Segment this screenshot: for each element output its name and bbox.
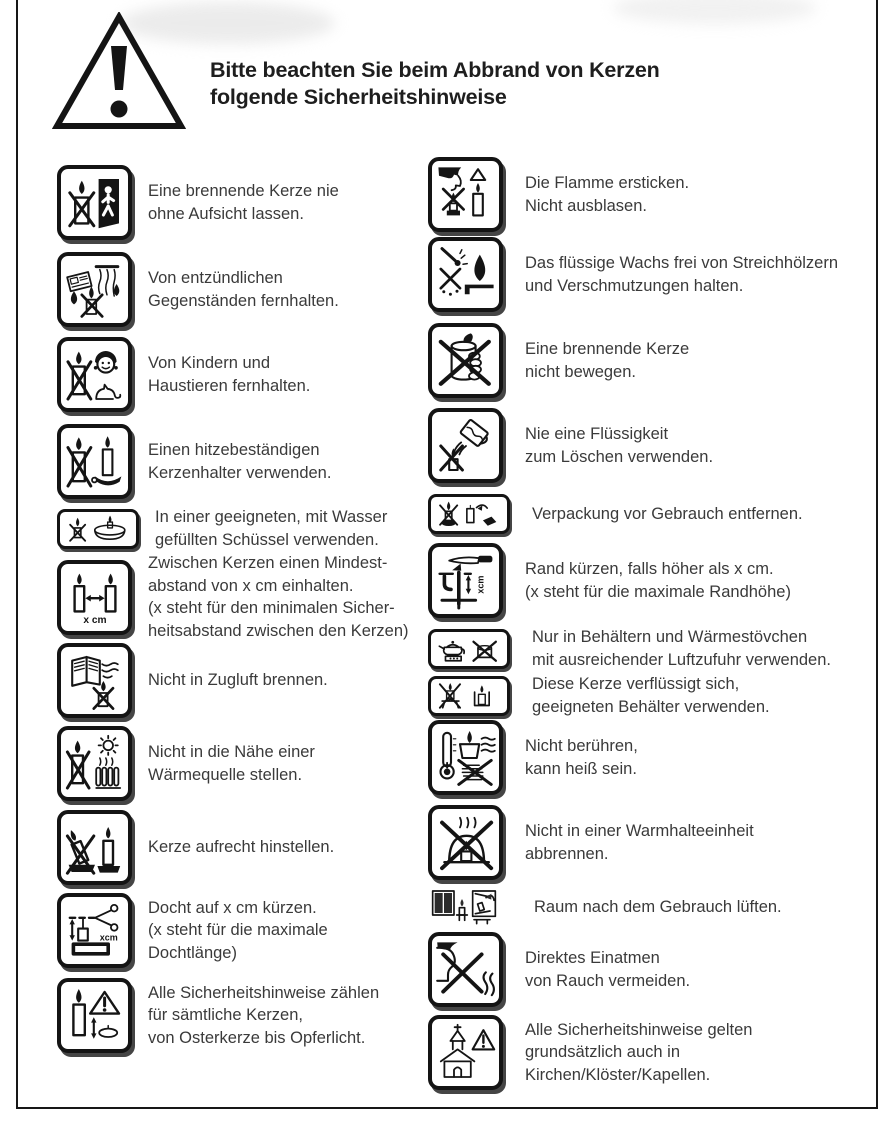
safety-item-warmer [428,805,754,880]
trim-wick-icon [57,893,132,968]
safety-item-text: Direktes Einatmen von Rauch vermeiden. [525,949,691,990]
no-food-warmer-icon [428,805,503,880]
icon-label: xcm [474,575,485,594]
no-liquid-icon [428,408,503,483]
safety-item-liquefies [428,673,770,718]
safety-item-upright [57,810,334,885]
safety-item-text: Alle Sicherheitshinweise gelten grundsätzlich auch in Kirchen/Klöster/Kapellen. [525,1020,753,1084]
snuff-flame-icon [428,157,503,232]
safety-item-text: Verpackung vor Gebrauch entfernen. [532,504,803,523]
safety-item-airflow [428,626,831,671]
safety-item-text: Nicht berühren, kann heiß sein. [525,737,638,778]
safety-item-smoke [428,932,690,1007]
warning-triangle-icon [52,12,186,132]
no-heat-source-icon [57,726,132,801]
safety-item-snuff [428,157,689,232]
safety-item-water-bowl [57,506,387,551]
liquefying-candle-icon [428,676,510,716]
safety-item-children-pets [57,337,310,412]
heatproof-holder-icon [57,424,132,499]
safety-item-packaging [428,494,803,534]
safety-item-text: Kerze aufrecht hinstellen. [148,838,335,857]
safety-item-wick [57,893,328,968]
safety-item-clean-wax [428,237,838,312]
safety-item-text: Nie eine Flüssigkeit zum Löschen verwenden. [525,425,714,466]
safety-item-text: Docht auf x cm kürzen. (x steht für die maximale Dochtlänge) [148,898,328,962]
safety-item-holder [57,424,331,499]
upright-icon [57,810,132,885]
hot-do-not-touch-icon [428,720,503,795]
safety-item-text: In einer geeigneten, mit Wasser gefüllten Schüssel verwenden. [155,508,388,549]
flammable-objects-icon [57,252,132,327]
safety-item-all-candles [57,978,379,1053]
safety-item-text: Nur in Behältern und Wärmestövchen mit ausreichender Luftzufuhr verwenden. [532,628,831,669]
safety-item-text: Von Kindern und Haustieren fernhalten. [148,354,311,395]
safety-item-rim [428,543,791,618]
trim-rim-icon [428,543,503,618]
safety-item-not-move [428,323,689,398]
safety-item-text: Zwischen Kerzen einen Mindest- abstand von x cm einhalten. (x steht für den minimalen Sicher- heitsabstand zwischen den Kerzen) [148,554,409,640]
no-smoke-inhale-icon [428,932,503,1007]
safety-item-draft [57,643,328,718]
container-airflow-icon [428,629,510,669]
safety-item-text: Das flüssige Wachs frei von Streichhölzern und Verschmutzungen halten. [525,254,839,295]
safety-item-text: Nicht in einer Warmhalteeinheit abbrennen. [525,822,754,863]
safety-item-church [428,1015,752,1090]
safety-item-flammable [57,252,339,327]
safety-item-no-liquid [428,408,713,483]
safety-item-heat-source [57,726,315,801]
safety-item-text: Eine brennende Kerze nie ohne Aufsicht lassen. [148,182,339,223]
safety-item-text: Nicht in Zugluft brennen. [148,671,328,690]
icon-label: x cm [82,614,107,626]
safety-item-text: Einen hitzebeständigen Kerzenhalter verwenden. [148,441,332,482]
church-icon [428,1015,503,1090]
safety-item-unattended [57,165,339,240]
water-bowl-icon [57,509,139,549]
safety-item-text: Eine brennende Kerze nicht bewegen. [525,340,690,381]
safety-item-ventilate [428,885,782,929]
safety-item-text: Nicht in die Nähe einer Wärmequelle stellen. [148,743,315,784]
no-draft-icon [57,643,132,718]
safety-item-text: Raum nach dem Gebrauch lüften. [534,897,782,916]
ventilate-room-icon [428,885,512,929]
safety-item-text: Von entzündlichen Gegenständen fernhalten. [148,269,339,310]
page-title: Bitte beachten Sie beim Abbrand von Kerzen folgende Sicherheitshinweise [210,58,660,109]
candle-distance-icon [57,560,132,635]
children-pets-icon [57,337,132,412]
safety-item-text: Alle Sicherheitshinweise zählen für sämtliche Kerzen, von Osterkerze bis Opferlicht. [148,983,380,1047]
do-not-move-icon [428,323,503,398]
safety-item-hot [428,720,638,795]
icon-label: xcm [99,932,118,943]
safety-item-distance [57,552,409,642]
remove-packaging-icon [428,494,510,534]
safety-item-text: Rand kürzen, falls höher als x cm. (x steht für die maximale Randhöhe) [525,560,791,601]
safety-item-text: Die Flamme ersticken. Nicht ausblasen. [525,174,690,215]
never-unattended-icon [57,165,132,240]
all-candles-icon [57,978,132,1053]
clean-wax-icon [428,237,503,312]
safety-item-text: Diese Kerze verflüssigt sich, geeigneten Behälter verwenden. [532,675,770,716]
